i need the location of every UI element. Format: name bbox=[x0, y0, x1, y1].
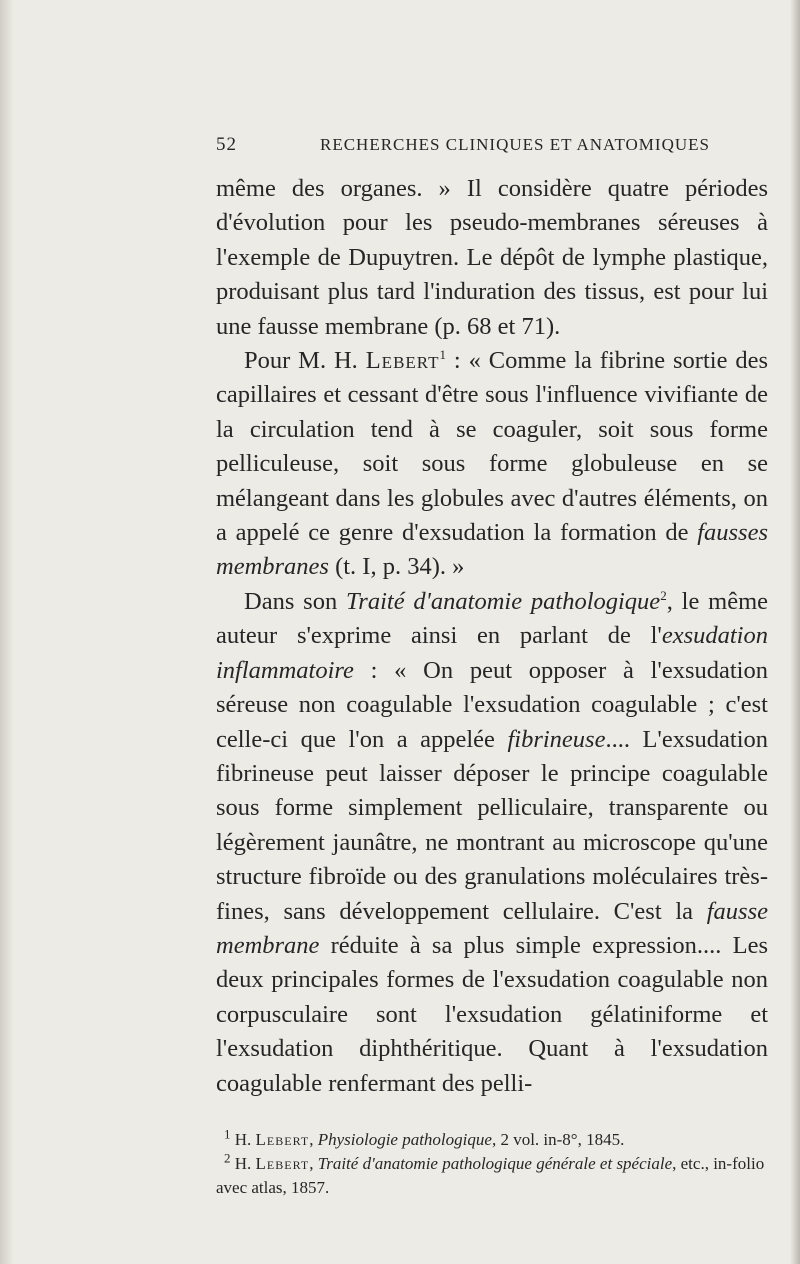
author-name: Lebert bbox=[365, 347, 440, 375]
text-run: : « Comme la fibrine sortie des capillaires et cessant d'être sous l'influence vivifiante de la circulation tend à se coaguler, soit sous forme pelliculeuse, soit sous forme globuleuse en se mélangeant dans les globules avec d'autres éléments, on a appelé ce genre d'exsudation la formation de bbox=[216, 347, 769, 547]
text-run: , bbox=[309, 1130, 318, 1149]
text-run: H. bbox=[234, 1130, 256, 1149]
page-left-margin-shadow bbox=[0, 0, 14, 1264]
running-header bbox=[216, 134, 776, 156]
paragraph-2 bbox=[216, 344, 768, 585]
italic-term: fibrineuse bbox=[507, 725, 606, 753]
page-number: 52 bbox=[216, 134, 237, 155]
page-right-edge bbox=[790, 0, 800, 1264]
main-text bbox=[216, 172, 768, 1101]
italic-book-title: Traité d'anatomie pathologique générale et spéciale bbox=[317, 1154, 673, 1173]
text-run: : « On peut opposer à l'exsudation séreuse non coagulable l'exsudation coagulable ; c'est celle-ci que l'on a appelée bbox=[216, 656, 768, 753]
author-name: Lebert bbox=[255, 1154, 310, 1173]
paragraph-1: même des organes. » Il considère quatre périodes d'évolution pour les pseudo-membranes séreuses à l'exemple de Dupuytren. Le dépôt de lymphe plastique, produisant plus tard l'induration des tissus, est pour lui une fausse membrane (p. 68 et 71). bbox=[216, 175, 768, 340]
text-run: H. bbox=[234, 1154, 256, 1173]
text-run: Pour M. H. bbox=[244, 347, 366, 375]
italic-term: fausse membrane bbox=[216, 897, 768, 959]
running-title: RECHERCHES CLINIQUES ET ANATOMIQUES bbox=[320, 135, 710, 154]
footnote-ref-2: 2 bbox=[660, 587, 667, 603]
text-run: (t. I, p. 34). » bbox=[328, 553, 465, 581]
text-run: .... L'exsudation fibrineuse peut laisser déposer le principe coagulable sous forme simplement pelliculaire, transparente ou légèrement jaunâtre, ne montrant au microscope qu'une structure fibroïde ou des granulations moléculaires très-fines, sans développement cellulaire. C'est la bbox=[216, 725, 768, 925]
footnote-mark: 1 bbox=[224, 1126, 231, 1142]
text-run: , le même auteur s'exprime ainsi en parlant de l' bbox=[216, 587, 768, 650]
footnote-ref-1: 1 bbox=[439, 346, 446, 362]
author-name: Lebert bbox=[255, 1130, 310, 1149]
text-run: , bbox=[309, 1154, 318, 1173]
italic-book-title: Physiologie pathologique bbox=[317, 1130, 492, 1149]
footnote-mark: 2 bbox=[224, 1150, 231, 1166]
italic-book-title: Traité d'anatomie pathologique bbox=[346, 587, 661, 615]
footnotes bbox=[216, 1128, 776, 1200]
paragraph-3 bbox=[216, 585, 768, 1101]
footnote-2 bbox=[216, 1152, 776, 1200]
italic-term: fausses membranes bbox=[216, 519, 768, 581]
italic-term: exsudation inflammatoire bbox=[216, 622, 768, 684]
text-run: , 2 vol. in-8°, 1845. bbox=[491, 1130, 625, 1149]
footnote-1 bbox=[216, 1128, 776, 1152]
text-run: Dans son bbox=[244, 587, 347, 615]
text-run: , etc., in-folio avec atlas, 1857. bbox=[216, 1154, 765, 1197]
text-run: réduite à sa plus simple expression.... Les deux principales formes de l'exsudation coagulable non corpusculaire sont l'exsudation gélatiniforme et l'exsudation diphthéritique. Quant à l'exsudation coagulable renfermant des pelli- bbox=[216, 931, 768, 1097]
